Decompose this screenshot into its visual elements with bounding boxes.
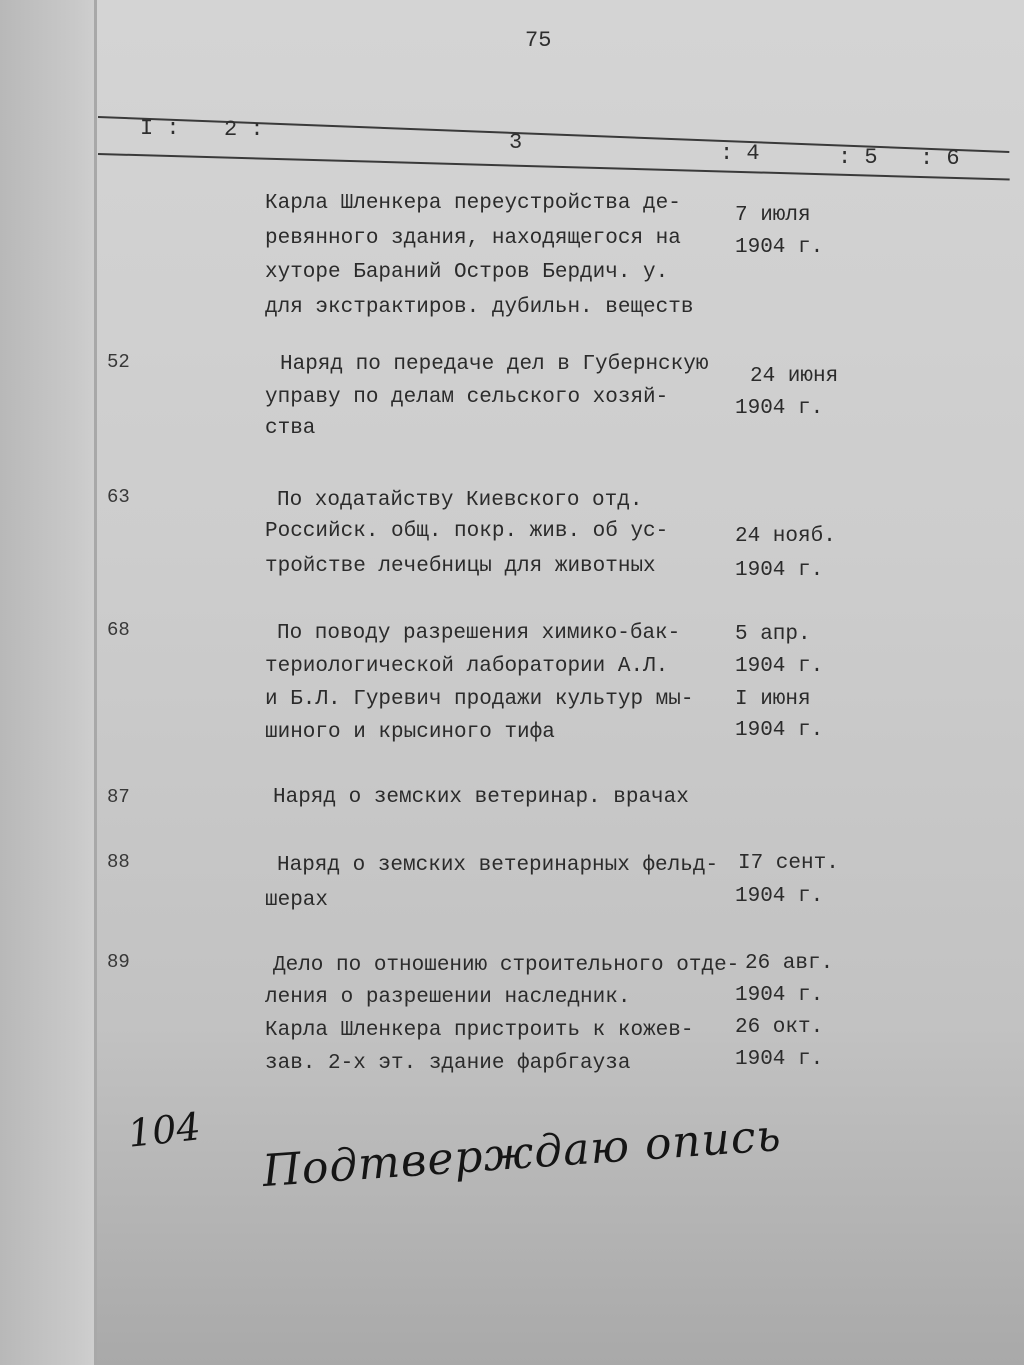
entry-text-line: ревянного здания, находящегося на xyxy=(265,227,681,250)
entry-text-line: тройстве лечебницы для животных xyxy=(265,555,656,578)
entry-date: 24 июня xyxy=(750,365,839,388)
entry-text-line: зав. 2-х эт. здание фарбгауза xyxy=(265,1052,631,1075)
entry-date: 1904 г. xyxy=(735,655,824,678)
entry-text-line: Наряд о земских ветеринарных фельд- xyxy=(277,854,719,877)
entry-text-line: шерах xyxy=(265,889,329,912)
entry-date: 1904 г. xyxy=(735,236,824,259)
entry-date: 1904 г. xyxy=(735,719,824,742)
entry-date: 1904 г. xyxy=(735,885,824,908)
entry-date: 1904 г. xyxy=(735,397,824,420)
page-number: 75 xyxy=(525,28,552,53)
handwritten-note: Подтверждаю опись xyxy=(260,1109,784,1198)
entry-text-line: шиного и крысиного тифа xyxy=(265,721,555,744)
entry-text-line: хуторе Бараний Остров Бердич. у. xyxy=(265,261,669,284)
entry-date: I июня xyxy=(735,688,811,711)
column-header-4: : 4 xyxy=(720,141,760,166)
gutter-edge xyxy=(94,0,97,1365)
entry-date: 1904 г. xyxy=(735,984,824,1007)
entry-date: I7 сент. xyxy=(738,852,839,875)
entry-number: 87 xyxy=(107,786,130,808)
column-header-3: 3 xyxy=(509,130,523,155)
entry-number: 88 xyxy=(107,851,130,873)
entry-date: 26 авг. xyxy=(745,952,834,975)
entry-text-line: и Б.Л. Гуревич продажи культур мы- xyxy=(265,688,694,711)
entry-date: 24 нояб. xyxy=(735,525,836,548)
entry-text-line: По ходатайству Киевского отд. xyxy=(277,489,643,512)
entry-text-line: ства xyxy=(265,417,316,440)
column-header-1: I : xyxy=(140,116,180,141)
entry-date: 1904 г. xyxy=(735,559,824,582)
entry-text-line: Карла Шленкера пристроить к кожев- xyxy=(265,1019,694,1042)
column-header-5: : 5 xyxy=(838,145,878,170)
entry-text-line: Наряд о земских ветеринар. врачах xyxy=(273,786,689,809)
page-gutter xyxy=(0,0,96,1365)
entry-text-line: териологической лаборатории А.Л. xyxy=(265,655,669,678)
entry-text-line: Российск. общ. покр. жив. об ус- xyxy=(265,520,669,543)
entry-date: 7 июля xyxy=(735,204,811,227)
entry-date: 1904 г. xyxy=(735,1048,824,1071)
entry-text-line: Карла Шленкера переустройства де- xyxy=(265,192,681,215)
column-header-6: : 6 xyxy=(920,146,960,171)
entry-date: 26 окт. xyxy=(735,1016,824,1039)
entry-text-line: По поводу разрешения химико-бак- xyxy=(277,622,681,645)
entry-number: 63 xyxy=(107,486,130,508)
entry-date: 5 апр. xyxy=(735,623,811,646)
entry-number: 89 xyxy=(107,951,130,973)
entry-number: 52 xyxy=(107,351,130,373)
entry-number: 68 xyxy=(107,619,130,641)
entry-text-line: для экстрактиров. дубильн. веществ xyxy=(265,296,694,319)
entry-text-line: управу по делам сельского хозяй- xyxy=(265,386,669,409)
entry-text-line: Наряд по передаче дел в Губернскую xyxy=(280,353,709,376)
handwritten-margin-count: 104 xyxy=(125,1104,203,1156)
entry-text-line: ления о разрешении наследник. xyxy=(265,986,631,1009)
column-header-2: 2 : xyxy=(224,117,264,142)
entry-text-line: Дело по отношению строительного отде- xyxy=(273,954,740,977)
